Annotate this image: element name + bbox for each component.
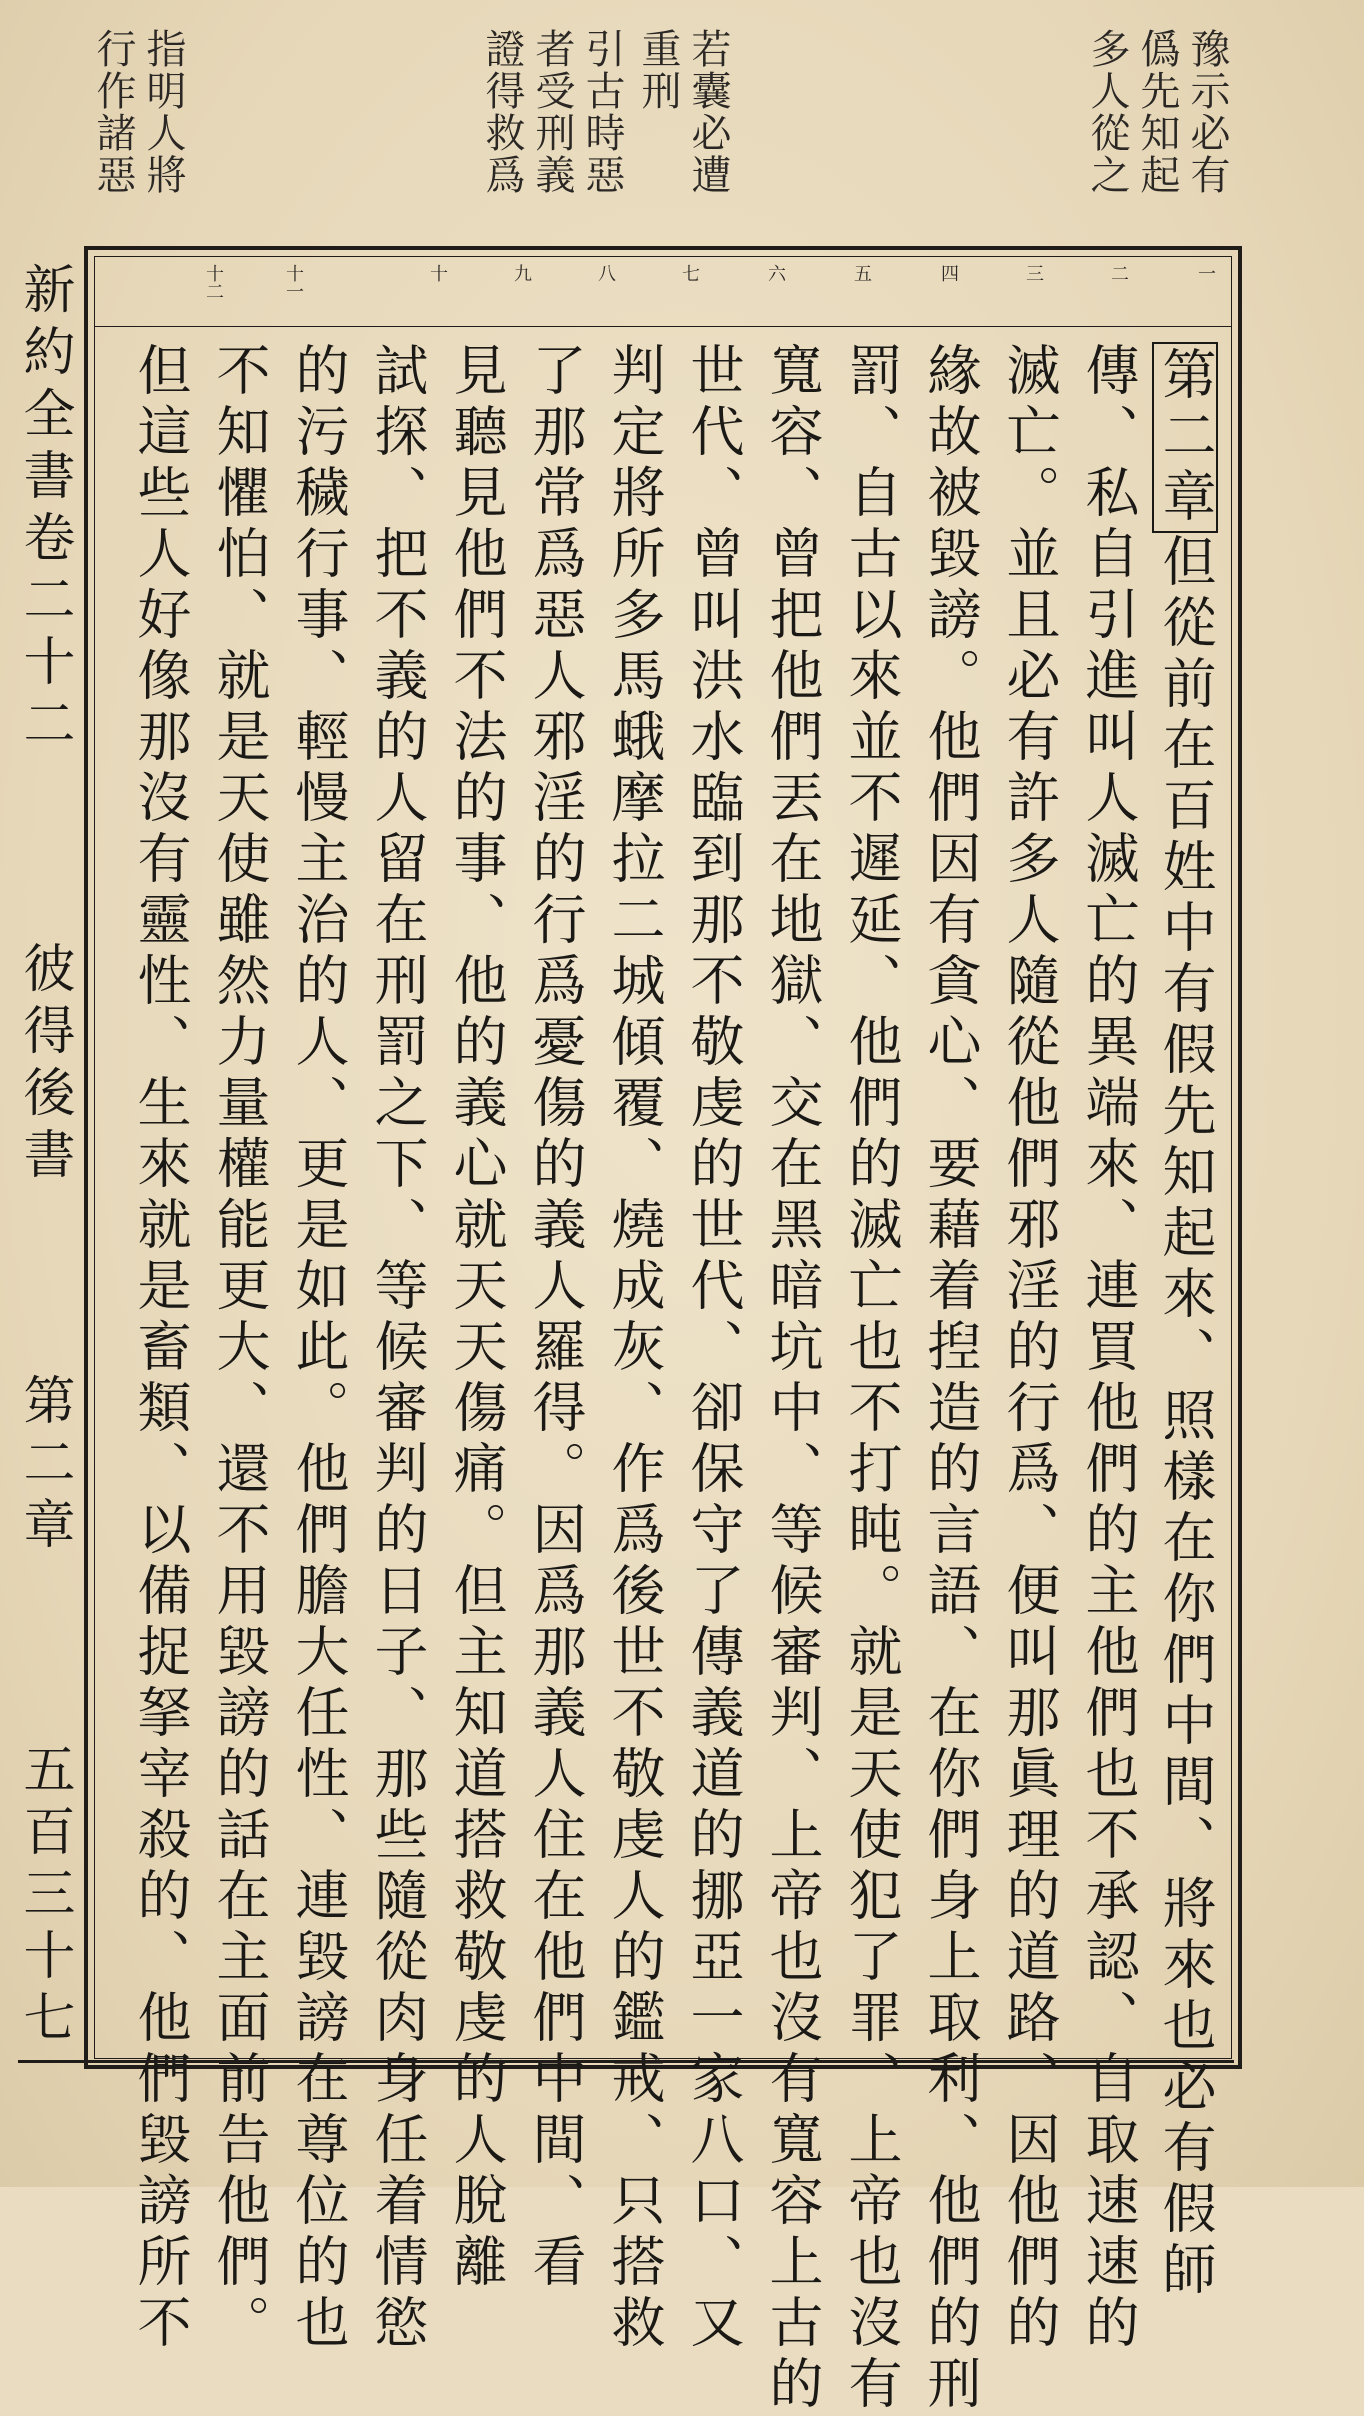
note-line: 若囊必遭 bbox=[685, 28, 731, 196]
verse-number: 四 bbox=[938, 264, 959, 282]
note-line: 行作諸惡 bbox=[90, 28, 136, 196]
verse-number: 九 bbox=[511, 264, 532, 282]
text-column: 寬容、曾把他們丟在地獄、交在黑暗坑中、等候審判、上帝也沒有寬容上古的 bbox=[761, 342, 824, 2416]
text-column: 緣故被毀謗。他們因有貪心、要藉着揑造的言語、在你們身上取利、他們的刑 bbox=[919, 342, 982, 2416]
verse-number: 十一 bbox=[283, 264, 304, 300]
verse-number: 十二 bbox=[203, 264, 224, 300]
text-column: 了那常爲惡人邪淫的行爲憂傷的義人羅得。因爲那義人住在他們中間、看 bbox=[524, 342, 587, 2294]
note-line: 多人從之 bbox=[1084, 28, 1130, 196]
verse-number: 七 bbox=[679, 264, 700, 282]
text-column: 試探、把不義的人留在刑罰之下、等候審判的日子、那些隨從肉身任着情慾 bbox=[366, 342, 429, 2355]
chapter-summary-notes bbox=[90, 28, 1230, 238]
note-line: 僞先知起 bbox=[1134, 28, 1180, 196]
note-line: 指明人將 bbox=[140, 28, 186, 196]
note-line: 引古時惡 bbox=[579, 28, 625, 196]
text-frame bbox=[84, 246, 1242, 2416]
note-group-right bbox=[1084, 28, 1230, 238]
note-line: 證得救爲 bbox=[479, 28, 525, 196]
bottom-rule bbox=[18, 2060, 1234, 2063]
verse-number: 六 bbox=[765, 264, 786, 282]
note-line: 者受刑義 bbox=[529, 28, 575, 196]
text-column bbox=[1154, 342, 1218, 2302]
epistle-title: 彼得後書 bbox=[14, 941, 74, 1190]
verse-number: 二 bbox=[1108, 264, 1129, 282]
text-column: 的污穢行事、輕慢主治的人、更是如此。他們膽大任性、連毀謗在尊位的也 bbox=[287, 342, 350, 2355]
chapter-marker: 第二章 bbox=[1152, 342, 1218, 533]
text-column: 世代、曾叫洪水臨到那不敬虔的世代、卻保守了傳義道的挪亞一家八口、又 bbox=[682, 342, 745, 2355]
verse-number: 三 bbox=[1023, 264, 1044, 282]
verse-number: 十 bbox=[427, 264, 448, 282]
book-title: 新約全書卷二十二 bbox=[14, 262, 74, 758]
text-column: 罰、自古以來並不遲延、他們的滅亡也不打盹。就是天使犯了罪、上帝也沒有 bbox=[840, 342, 903, 2416]
verse-number-row bbox=[94, 256, 1232, 327]
note-line: 重刑 bbox=[635, 28, 681, 112]
text-column: 見聽見他們不法的事、他的義心就天天傷痛。但主知道搭救敬虔的人脫離 bbox=[445, 342, 508, 2294]
verse-number: 五 bbox=[851, 264, 872, 282]
note-group-left bbox=[90, 28, 186, 238]
verse-number: 一 bbox=[1195, 264, 1216, 282]
text-column: 滅亡。並且必有許多人隨從他們邪淫的行爲、便叫那眞理的道路、因他們的 bbox=[998, 342, 1061, 2355]
chapter-label: 第二章 bbox=[14, 1372, 74, 1559]
text-column: 不知懼怕、就是天使雖然力量權能更大、還不用毀謗的話在主面前告他們。 bbox=[208, 342, 271, 2355]
verse-number: 八 bbox=[595, 264, 616, 282]
column-text: 但從前在百姓中有假先知起來、照樣在你們中間、將來也必有假師 bbox=[1154, 533, 1217, 2302]
text-column: 但這些人好像那沒有靈性、生來就是畜類、以備捉拏宰殺的、他們毀謗所不 bbox=[129, 342, 192, 2355]
note-line: 豫示必有 bbox=[1184, 28, 1230, 196]
text-column: 判定將所多馬蛾摩拉二城傾覆、燒成灰、作爲後世不敬虔人的鑑戒、只搭救 bbox=[603, 342, 666, 2355]
page-number: 五百三十七 bbox=[14, 1741, 74, 2052]
running-title bbox=[14, 262, 74, 2052]
note-group-middle bbox=[479, 28, 731, 238]
scripture-body bbox=[108, 342, 1218, 2416]
text-column: 傳、私自引進叫人滅亡的異端來、連買他們的主他們也不承認、自取速速的 bbox=[1077, 342, 1140, 2355]
